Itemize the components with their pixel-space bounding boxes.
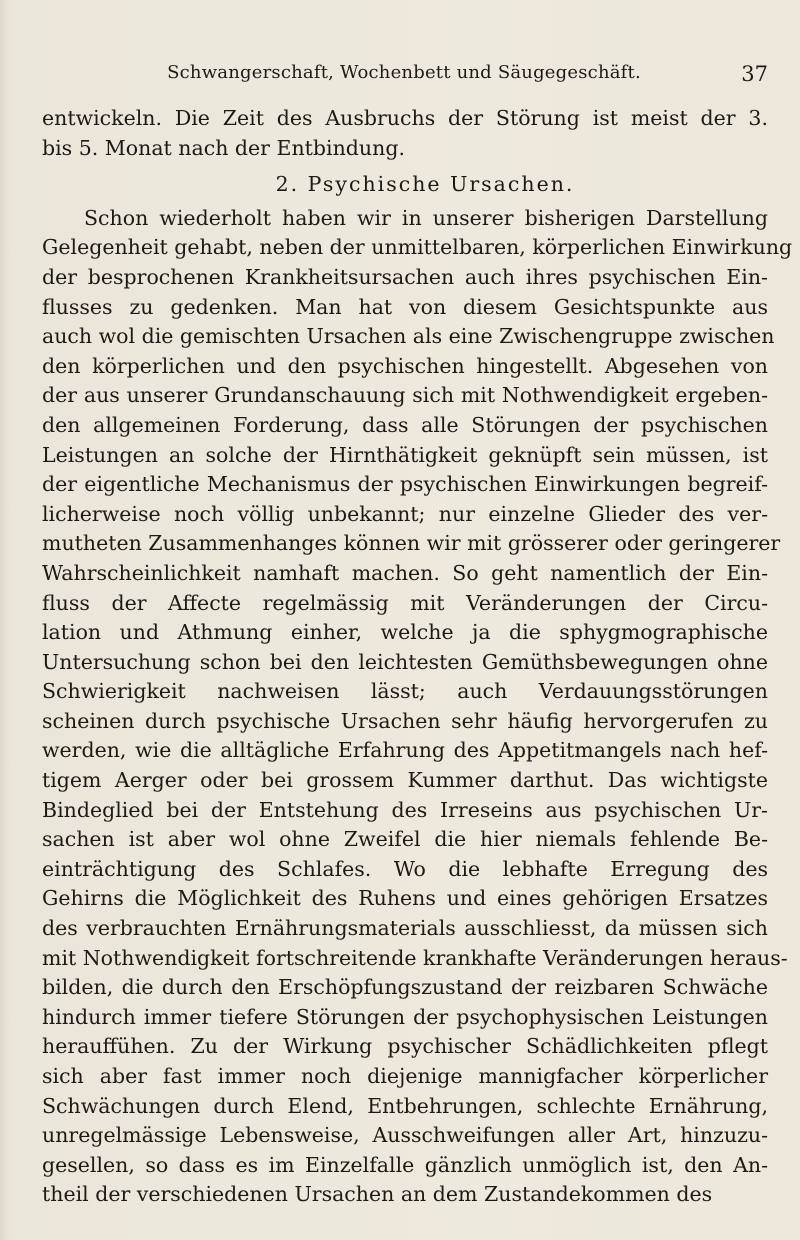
text-line: den körperlichen und den psychischen hingestellt. Abgesehen von	[42, 353, 768, 378]
text-line: mutheten Zusammenhanges können wir mit grösserer oder geringerer	[42, 531, 781, 556]
text-line: einträchtigung des Schlafes. Wo die lebhafte Erregung des	[42, 856, 768, 881]
text-line: Bindeglied bei der Entstehung des Irreseins aus psychischen Ur-	[42, 797, 768, 822]
text-line: werden, wie die alltägliche Erfahrung des Appetitmangels nach hef-	[42, 738, 768, 763]
text-line: licherweise noch völlig unbekannt; nur einzelne Glieder des ver-	[42, 501, 768, 526]
text-line: sich aber fast immer noch diejenige mannigfacher körperlicher	[42, 1064, 768, 1088]
text-line: Schwierigkeit nachweisen lässt; auch Verdauungsstörungen	[42, 679, 768, 704]
page-body	[42, 104, 793, 1210]
text-line: Leistungen an solche der Hirnthätigkeit geknüpft sein müssen, ist	[42, 442, 768, 467]
text-line: theil der verschiedenen Ursachen an dem Zustandekommen des	[42, 1182, 713, 1207]
text-line: den allgemeinen Forderung, dass alle Störungen der psychischen	[42, 412, 768, 437]
running-title: Schwangerschaft, Wochenbett und Säugegeschäft.	[167, 62, 641, 83]
text-line: bis 5. Monat nach der Entbindung.	[42, 135, 405, 160]
text-line: mit Nothwendigkeit fortschreitende krankhafte Veränderungen heraus-	[42, 945, 788, 970]
text-line: herauffühen. Zu der Wirkung psychischer Schädlichkeiten pflegt	[42, 1034, 768, 1059]
text-line: der aus unserer Grundanschauung sich mit Nothwendigkeit ergeben-	[42, 383, 768, 408]
text-line: des verbrauchten Ernährungsmaterials ausschliesst, da müssen sich	[42, 916, 768, 941]
text-line: scheinen durch psychische Ursachen sehr häufig hervorgerufen zu	[42, 708, 768, 733]
text-line: gesellen, so dass es im Einzelfalle gänzlich unmöglich ist, den An-	[42, 1152, 768, 1177]
text-line: unregelmässige Lebensweise, Ausschweifungen aller Art, hinzuzu-	[42, 1123, 768, 1148]
text-line: flusses zu gedenken. Man hat von diesem Gesichtspunkte aus	[42, 294, 768, 319]
text-line: Schwächungen durch Elend, Entbehrungen, schlechte Ernährung,	[42, 1093, 768, 1118]
text-line: der eigentliche Mechanismus der psychischen Einwirkungen begreif-	[42, 472, 768, 497]
text-line: der besprochenen Krankheitsursachen auch ihres psychischen Ein-	[42, 264, 768, 289]
text-line: sachen ist aber wol ohne Zweifel die hier niemals fehlende Be-	[42, 827, 768, 852]
text-line: Untersuchung schon bei den leichtesten Gemüthsbewegungen ohne	[42, 649, 768, 674]
text-line: entwickeln. Die Zeit des Ausbruchs der Störung ist meist der 3.	[42, 106, 768, 130]
text-line: tigem Aerger oder bei grossem Kummer darthut. Das wichtigste	[42, 768, 768, 793]
text-line: bilden, die durch den Erschöpfungszustand der reizbaren Schwäche	[42, 975, 768, 1000]
text-line: fluss der Affecte regelmässig mit Veränderungen der Circu-	[42, 590, 768, 615]
section-heading: 2. Psychische Ursachen.	[275, 172, 575, 197]
page-number: 37	[741, 62, 768, 86]
text-line: Schon wiederholt haben wir in unserer bisherigen Darstellung	[84, 205, 768, 230]
text-line: lation und Athmung einher, welche ja die sphygmographische	[42, 620, 768, 645]
page-header	[40, 62, 768, 92]
text-line: hindurch immer tiefere Störungen der psychophysischen Leistungen	[42, 1004, 768, 1029]
text-line: Gelegenheit gehabt, neben der unmittelbaren, körperlichen Einwirkung	[42, 235, 793, 260]
text-line: auch wol die gemischten Ursachen als eine Zwischengruppe zwischen	[42, 324, 775, 349]
text-line: Wahrscheinlichkeit namhaft machen. So geht namentlich der Ein-	[42, 560, 768, 585]
text-line: Gehirns die Möglichkeit des Ruhens und eines gehörigen Ersatzes	[42, 886, 768, 911]
